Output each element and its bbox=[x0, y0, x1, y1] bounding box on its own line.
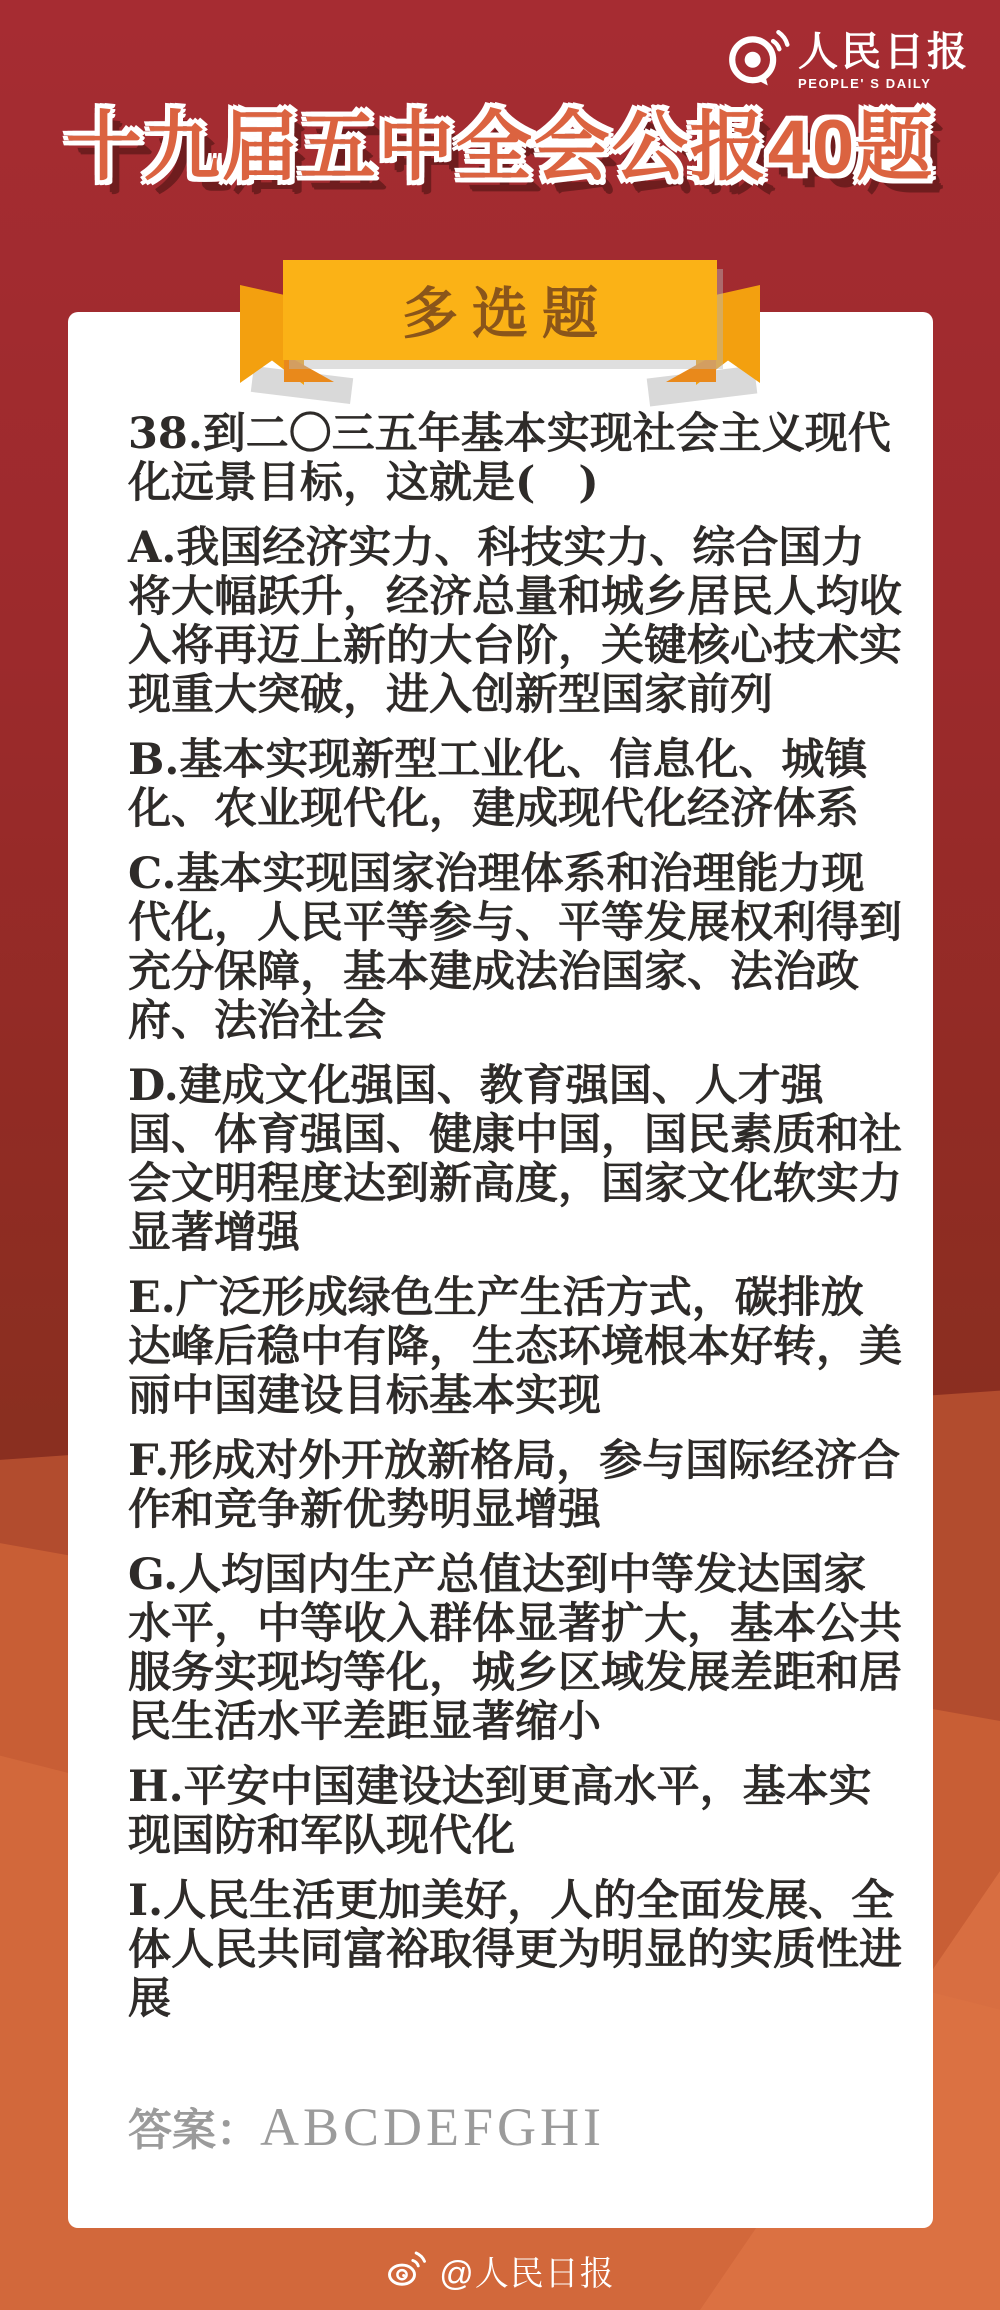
option-g: G.人均国内生产总值达到中等发达国家水平，中等收入群体显著扩大，基本公共服务实现均等化，城乡区域发展差距和居民生活水平差距显著缩小 bbox=[128, 1550, 902, 1747]
logo-name-en: PEOPLE' S DAILY bbox=[798, 75, 932, 91]
option-c: C.基本实现国家治理体系和治理能力现代化，人民平等参与、平等发展权利得到充分保障，基本建成法治国家、法治政府、法治社会 bbox=[128, 849, 902, 1046]
weibo-icon bbox=[385, 2248, 429, 2293]
option-a: A.我国经济实力、科技实力、综合国力将大幅跃升，经济总量和城乡居民人均收入将再迈上新的大台阶，关键核心技术实现重大突破，进入创新型国家前列 bbox=[128, 523, 902, 720]
peoples-daily-logo bbox=[726, 26, 970, 95]
question-text: 38.到二〇三五年基本实现社会主义现代化远景目标，这就是( ) bbox=[128, 409, 891, 508]
ribbon-banner bbox=[283, 260, 717, 360]
answer-row bbox=[128, 2094, 903, 2158]
answer-label: 答案： bbox=[128, 2105, 260, 2156]
quiz-content bbox=[128, 410, 903, 2158]
page-title: 十九届五中全会公报40题 bbox=[65, 105, 935, 190]
option-i: I.人民生活更加美好，人的全面发展、全体人民共同富裕取得更为明显的实质性进展 bbox=[128, 1876, 902, 2024]
weibo-handle: @人民日报 bbox=[439, 2255, 615, 2293]
footer bbox=[0, 2246, 1000, 2295]
option-e: E.广泛形成绿色生产生活方式，碳排放达峰后稳中有降，生态环境根本好转，美丽中国建设目标基本实现 bbox=[128, 1273, 902, 1421]
option-d: D.建成文化强国、教育强国、人才强国、体育强国、健康中国，国民素质和社会文明程度达到新高度，国家文化软实力显著增强 bbox=[128, 1061, 902, 1258]
option-b: B.基本实现新型工业化、信息化、城镇化、农业现代化，建成现代化经济体系 bbox=[128, 735, 868, 834]
at-broadcast-icon bbox=[726, 26, 790, 95]
logo-name-cn: 人民日报 bbox=[798, 29, 970, 74]
answer-value: ABCDEFGHI bbox=[260, 2097, 606, 2157]
option-f: F.形成对外开放新格局，参与国际经济合作和竞争新优势明显增强 bbox=[128, 1436, 901, 1535]
ribbon-label: 多选题 bbox=[402, 281, 612, 347]
option-h: H.平安中国建设达到更高水平，基本实现国防和军队现代化 bbox=[128, 1762, 872, 1861]
